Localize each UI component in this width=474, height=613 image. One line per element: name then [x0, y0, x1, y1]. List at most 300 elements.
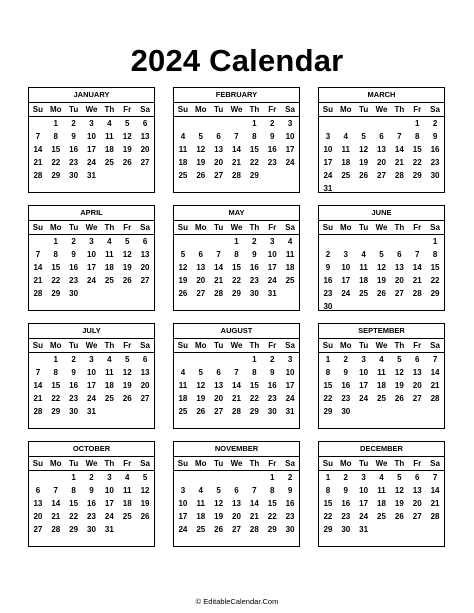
- month-name: APRIL: [29, 206, 154, 221]
- day-cell: 2: [269, 119, 275, 128]
- day-cell: 6: [142, 355, 148, 364]
- day-cell: 15: [69, 499, 79, 508]
- month-march: [318, 87, 445, 193]
- day-cell: 17: [323, 158, 333, 167]
- day-cell: 29: [51, 407, 61, 416]
- day-cell: 5: [216, 486, 221, 495]
- day-cell: 1: [325, 355, 331, 364]
- day-cell: 19: [122, 263, 132, 272]
- day-cell: 7: [252, 486, 257, 495]
- month-name: SEPTEMBER: [319, 324, 444, 339]
- day-cell: 2: [287, 473, 293, 482]
- footer-credit: © EditableCalendar.Com: [195, 597, 279, 606]
- day-cell: 10: [104, 486, 114, 495]
- day-cell: 22: [267, 512, 277, 521]
- day-cell: 26: [196, 407, 206, 416]
- day-cell: 19: [394, 381, 404, 390]
- weekday-label: Fr: [268, 105, 277, 114]
- weekday-label: We: [85, 459, 98, 468]
- day-cell: 18: [341, 158, 351, 167]
- day-cell: 18: [196, 512, 206, 521]
- day-grid: [174, 471, 299, 536]
- day-cell: 24: [178, 525, 188, 534]
- weekday-label: Mo: [339, 459, 352, 468]
- weekday-label: Mo: [339, 105, 352, 114]
- weekday-label: Su: [177, 105, 189, 114]
- day-cell: 19: [394, 499, 404, 508]
- weekday-label: We: [85, 105, 98, 114]
- day-cell: 5: [397, 355, 402, 364]
- day-cell: 13: [140, 368, 150, 377]
- day-cell: 27: [412, 394, 422, 403]
- day-cell: 4: [198, 486, 203, 495]
- day-cell: 1: [53, 237, 58, 246]
- day-cell: 7: [216, 250, 221, 259]
- day-cell: 7: [432, 355, 438, 364]
- weekday-label: We: [375, 341, 388, 350]
- day-cell: 16: [323, 276, 333, 285]
- month-october: [28, 441, 155, 547]
- day-cell: 31: [87, 171, 96, 180]
- day-cell: 30: [341, 525, 351, 534]
- empty-day-cell: [174, 353, 192, 366]
- day-cell: 9: [325, 263, 331, 272]
- day-cell: 11: [122, 486, 132, 495]
- day-cell: 12: [178, 263, 188, 272]
- empty-day-cell: [319, 235, 337, 248]
- day-cell: 2: [343, 355, 348, 364]
- day-cell: 7: [234, 132, 239, 141]
- day-cell: 3: [180, 486, 186, 495]
- day-cell: 6: [414, 473, 420, 482]
- day-cell: 7: [397, 132, 402, 141]
- day-cell: 25: [359, 289, 369, 298]
- day-cell: 4: [124, 473, 130, 482]
- weekday-label: We: [375, 105, 388, 114]
- day-cell: 12: [140, 486, 150, 495]
- month-name: MARCH: [319, 88, 444, 103]
- day-cell: 7: [432, 473, 438, 482]
- day-cell: 13: [140, 250, 150, 259]
- weekday-header: [174, 103, 299, 117]
- day-cell: 9: [252, 250, 257, 259]
- day-cell: 23: [249, 276, 259, 285]
- day-cell: 24: [87, 394, 96, 403]
- month-name: FEBRUARY: [174, 88, 299, 103]
- empty-day-cell: [355, 117, 373, 130]
- day-cell: 4: [379, 355, 384, 364]
- day-cell: 27: [232, 525, 241, 534]
- day-cell: 13: [412, 368, 422, 377]
- day-cell: 17: [285, 145, 295, 154]
- weekday-label: Fr: [268, 341, 277, 350]
- weekday-label: Tu: [69, 341, 79, 350]
- day-cell: 3: [269, 237, 275, 246]
- day-cell: 29: [69, 525, 79, 534]
- weekday-header: [319, 339, 444, 353]
- day-cell: 1: [432, 237, 438, 246]
- day-cell: 4: [180, 368, 186, 377]
- month-name: MAY: [174, 206, 299, 221]
- day-cell: 26: [214, 525, 224, 534]
- day-cell: 10: [359, 368, 369, 377]
- day-cell: 16: [69, 381, 79, 390]
- day-cell: 28: [232, 171, 241, 180]
- day-cell: 9: [287, 486, 293, 495]
- day-cell: 30: [341, 407, 351, 416]
- day-cell: 14: [33, 263, 43, 272]
- day-cell: 15: [323, 381, 333, 390]
- weekday-label: Th: [104, 459, 115, 468]
- day-cell: 1: [269, 473, 275, 482]
- day-cell: 16: [267, 145, 277, 154]
- day-cell: 6: [142, 119, 148, 128]
- day-cell: 18: [377, 381, 386, 390]
- day-cell: 24: [267, 276, 277, 285]
- day-cell: 25: [341, 171, 351, 180]
- weekday-header: [174, 457, 299, 471]
- day-cell: 31: [87, 407, 96, 416]
- day-cell: 1: [53, 355, 58, 364]
- day-cell: 15: [51, 381, 61, 390]
- day-cell: 3: [287, 355, 293, 364]
- weekday-label: Su: [177, 223, 189, 232]
- weekday-label: Th: [394, 105, 405, 114]
- empty-day-cell: [174, 117, 192, 130]
- day-cell: 30: [69, 171, 79, 180]
- day-cell: 4: [287, 237, 293, 246]
- weekday-label: Th: [394, 223, 405, 232]
- day-cell: 15: [267, 499, 277, 508]
- empty-day-cell: [174, 235, 192, 248]
- weekday-label: Fr: [268, 459, 277, 468]
- day-cell: 17: [359, 499, 369, 508]
- day-cell: 25: [178, 171, 188, 180]
- weekday-label: Tu: [214, 105, 224, 114]
- day-cell: 8: [325, 368, 331, 377]
- day-cell: 24: [285, 158, 295, 167]
- day-cell: 15: [249, 381, 259, 390]
- day-cell: 26: [394, 394, 404, 403]
- day-cell: 5: [198, 368, 203, 377]
- month-january: [28, 87, 155, 193]
- day-cell: 8: [53, 250, 58, 259]
- day-cell: 8: [432, 250, 438, 259]
- day-cell: 6: [397, 250, 402, 259]
- weekday-label: Tu: [214, 459, 224, 468]
- day-cell: 3: [89, 237, 94, 246]
- day-cell: 31: [285, 407, 295, 416]
- empty-day-cell: [228, 471, 246, 484]
- page-title: 2024 Calendar: [130, 43, 344, 78]
- day-cell: 25: [104, 276, 114, 285]
- day-cell: 12: [122, 132, 132, 141]
- day-cell: 27: [33, 525, 43, 534]
- month-may: [173, 205, 300, 311]
- day-cell: 11: [359, 263, 368, 272]
- day-cell: 21: [412, 276, 422, 285]
- day-cell: 28: [33, 289, 43, 298]
- day-cell: 15: [430, 263, 440, 272]
- day-cell: 13: [394, 263, 404, 272]
- day-cell: 22: [412, 158, 422, 167]
- day-cell: 19: [196, 394, 206, 403]
- empty-day-cell: [192, 117, 210, 130]
- weekday-header: [29, 457, 154, 471]
- day-cell: 12: [196, 145, 206, 154]
- day-cell: 29: [249, 407, 259, 416]
- weekday-label: Tu: [359, 223, 369, 232]
- day-cell: 27: [214, 407, 224, 416]
- day-cell: 12: [214, 499, 224, 508]
- empty-day-cell: [210, 471, 228, 484]
- day-cell: 13: [33, 499, 43, 508]
- weekday-label: Th: [249, 105, 260, 114]
- day-cell: 12: [394, 368, 404, 377]
- weekday-label: Fr: [123, 105, 132, 114]
- day-cell: 4: [180, 132, 186, 141]
- day-cell: 29: [249, 171, 259, 180]
- day-cell: 19: [359, 158, 369, 167]
- day-cell: 20: [140, 381, 150, 390]
- day-grid: [29, 235, 154, 300]
- day-cell: 4: [379, 473, 384, 482]
- weekday-header: [174, 339, 299, 353]
- day-cell: 28: [33, 407, 43, 416]
- day-cell: 13: [232, 499, 241, 508]
- day-cell: 28: [430, 512, 440, 521]
- empty-day-cell: [355, 235, 373, 248]
- weekday-label: Mo: [339, 223, 352, 232]
- day-cell: 27: [140, 276, 150, 285]
- day-cell: 30: [430, 171, 440, 180]
- day-cell: 29: [51, 289, 61, 298]
- day-cell: 21: [51, 512, 61, 521]
- day-cell: 28: [51, 525, 61, 534]
- day-cell: 1: [252, 119, 257, 128]
- day-cell: 13: [196, 263, 206, 272]
- day-cell: 3: [361, 473, 366, 482]
- day-cell: 12: [122, 368, 132, 377]
- month-name: DECEMBER: [319, 442, 444, 457]
- weekday-header: [29, 221, 154, 235]
- day-cell: 17: [104, 499, 114, 508]
- day-cell: 11: [377, 486, 386, 495]
- day-cell: 26: [122, 276, 132, 285]
- day-cell: 18: [178, 158, 188, 167]
- day-cell: 27: [377, 171, 386, 180]
- day-cell: 12: [122, 250, 132, 259]
- empty-day-cell: [210, 353, 228, 366]
- day-cell: 28: [33, 171, 43, 180]
- day-cell: 21: [33, 394, 43, 403]
- month-december: [318, 441, 445, 547]
- day-cell: 19: [122, 381, 132, 390]
- day-cell: 4: [107, 119, 112, 128]
- day-grid: [319, 471, 444, 536]
- weekday-label: We: [230, 223, 243, 232]
- weekday-label: Fr: [413, 341, 422, 350]
- empty-day-cell: [337, 117, 355, 130]
- day-cell: 25: [377, 512, 386, 521]
- weekday-label: Mo: [339, 341, 352, 350]
- day-grid: [174, 235, 299, 300]
- empty-day-cell: [390, 235, 408, 248]
- day-cell: 2: [269, 355, 275, 364]
- weekday-label: Tu: [359, 459, 369, 468]
- weekday-label: Tu: [69, 223, 79, 232]
- day-cell: 30: [249, 289, 259, 298]
- day-cell: 26: [178, 289, 188, 298]
- day-cell: 16: [341, 381, 351, 390]
- day-cell: 8: [325, 486, 331, 495]
- weekday-label: Su: [322, 223, 334, 232]
- day-cell: 8: [414, 132, 420, 141]
- day-cell: 4: [343, 132, 348, 141]
- day-cell: 21: [214, 276, 224, 285]
- month-name: JULY: [29, 324, 154, 339]
- weekday-label: Su: [32, 341, 44, 350]
- day-cell: 10: [267, 250, 277, 259]
- day-cell: 14: [430, 368, 440, 377]
- month-name: NOVEMBER: [174, 442, 299, 457]
- month-september: [318, 323, 445, 429]
- weekday-label: Fr: [413, 459, 422, 468]
- day-cell: 10: [87, 250, 96, 259]
- month-july: [28, 323, 155, 429]
- day-cell: 22: [249, 158, 259, 167]
- day-cell: 2: [325, 250, 331, 259]
- day-grid: [174, 353, 299, 418]
- day-cell: 10: [87, 132, 96, 141]
- empty-day-cell: [373, 117, 391, 130]
- weekday-label: Su: [177, 341, 189, 350]
- day-cell: 12: [394, 486, 404, 495]
- weekday-label: Sa: [285, 105, 295, 114]
- day-cell: 3: [89, 119, 94, 128]
- day-cell: 15: [51, 263, 61, 272]
- day-cell: 9: [71, 368, 76, 377]
- day-cell: 27: [412, 512, 422, 521]
- weekday-label: Fr: [123, 459, 132, 468]
- weekday-label: Sa: [140, 223, 150, 232]
- day-cell: 20: [412, 499, 422, 508]
- day-grid: [319, 117, 444, 195]
- weekday-label: Fr: [413, 105, 422, 114]
- day-cell: 5: [124, 237, 130, 246]
- day-cell: 10: [341, 263, 351, 272]
- day-cell: 23: [69, 394, 79, 403]
- day-cell: 7: [234, 368, 239, 377]
- day-cell: 21: [430, 499, 440, 508]
- day-cell: 25: [196, 525, 206, 534]
- day-cell: 19: [214, 512, 224, 521]
- weekday-label: Sa: [140, 459, 150, 468]
- weekday-label: Sa: [285, 341, 295, 350]
- weekday-label: Sa: [140, 341, 150, 350]
- day-cell: 14: [232, 145, 241, 154]
- day-cell: 19: [196, 158, 206, 167]
- empty-day-cell: [29, 235, 47, 248]
- day-cell: 20: [377, 158, 386, 167]
- weekday-label: Tu: [214, 223, 224, 232]
- day-cell: 24: [323, 171, 333, 180]
- day-cell: 18: [104, 145, 114, 154]
- day-cell: 16: [285, 499, 295, 508]
- day-cell: 1: [71, 473, 76, 482]
- day-cell: 22: [323, 512, 333, 521]
- day-cell: 8: [234, 250, 239, 259]
- day-cell: 27: [394, 289, 404, 298]
- day-grid: [29, 117, 154, 182]
- weekday-header: [29, 339, 154, 353]
- empty-day-cell: [47, 471, 65, 484]
- weekday-label: Su: [322, 459, 334, 468]
- day-cell: 23: [323, 289, 333, 298]
- day-cell: 10: [285, 132, 295, 141]
- day-cell: 31: [267, 289, 277, 298]
- weekday-label: We: [375, 223, 388, 232]
- day-cell: 7: [35, 250, 41, 259]
- day-cell: 18: [359, 276, 369, 285]
- day-cell: 23: [341, 512, 351, 521]
- day-cell: 17: [178, 512, 188, 521]
- day-cell: 29: [430, 289, 440, 298]
- day-cell: 17: [87, 381, 96, 390]
- day-cell: 22: [69, 512, 79, 521]
- weekday-label: Tu: [69, 105, 79, 114]
- weekday-header: [319, 103, 444, 117]
- day-cell: 20: [214, 158, 224, 167]
- day-cell: 28: [232, 407, 241, 416]
- day-cell: 27: [140, 158, 150, 167]
- day-cell: 6: [414, 355, 420, 364]
- day-cell: 21: [394, 158, 404, 167]
- day-cell: 30: [69, 407, 79, 416]
- day-cell: 13: [377, 145, 386, 154]
- day-cell: 14: [249, 499, 259, 508]
- weekday-label: Su: [32, 223, 44, 232]
- empty-day-cell: [29, 117, 47, 130]
- day-cell: 2: [71, 119, 76, 128]
- weekday-label: Tu: [359, 105, 369, 114]
- day-cell: 1: [53, 119, 58, 128]
- day-cell: 26: [359, 171, 369, 180]
- day-cell: 6: [35, 486, 41, 495]
- day-cell: 15: [51, 145, 61, 154]
- day-cell: 5: [142, 473, 148, 482]
- day-cell: 22: [249, 394, 259, 403]
- day-cell: 14: [412, 263, 422, 272]
- month-name: OCTOBER: [29, 442, 154, 457]
- day-cell: 24: [341, 289, 351, 298]
- day-cell: 14: [394, 145, 404, 154]
- day-cell: 24: [87, 276, 96, 285]
- day-cell: 16: [341, 499, 351, 508]
- day-cell: 23: [430, 158, 440, 167]
- day-cell: 17: [341, 276, 351, 285]
- weekday-label: We: [230, 341, 243, 350]
- weekday-label: Th: [249, 341, 260, 350]
- empty-day-cell: [245, 471, 263, 484]
- day-cell: 26: [377, 289, 386, 298]
- day-cell: 18: [104, 381, 114, 390]
- weekday-label: Sa: [285, 223, 295, 232]
- day-cell: 30: [69, 289, 79, 298]
- day-cell: 26: [122, 158, 132, 167]
- day-cell: 5: [180, 250, 186, 259]
- day-cell: 19: [140, 499, 150, 508]
